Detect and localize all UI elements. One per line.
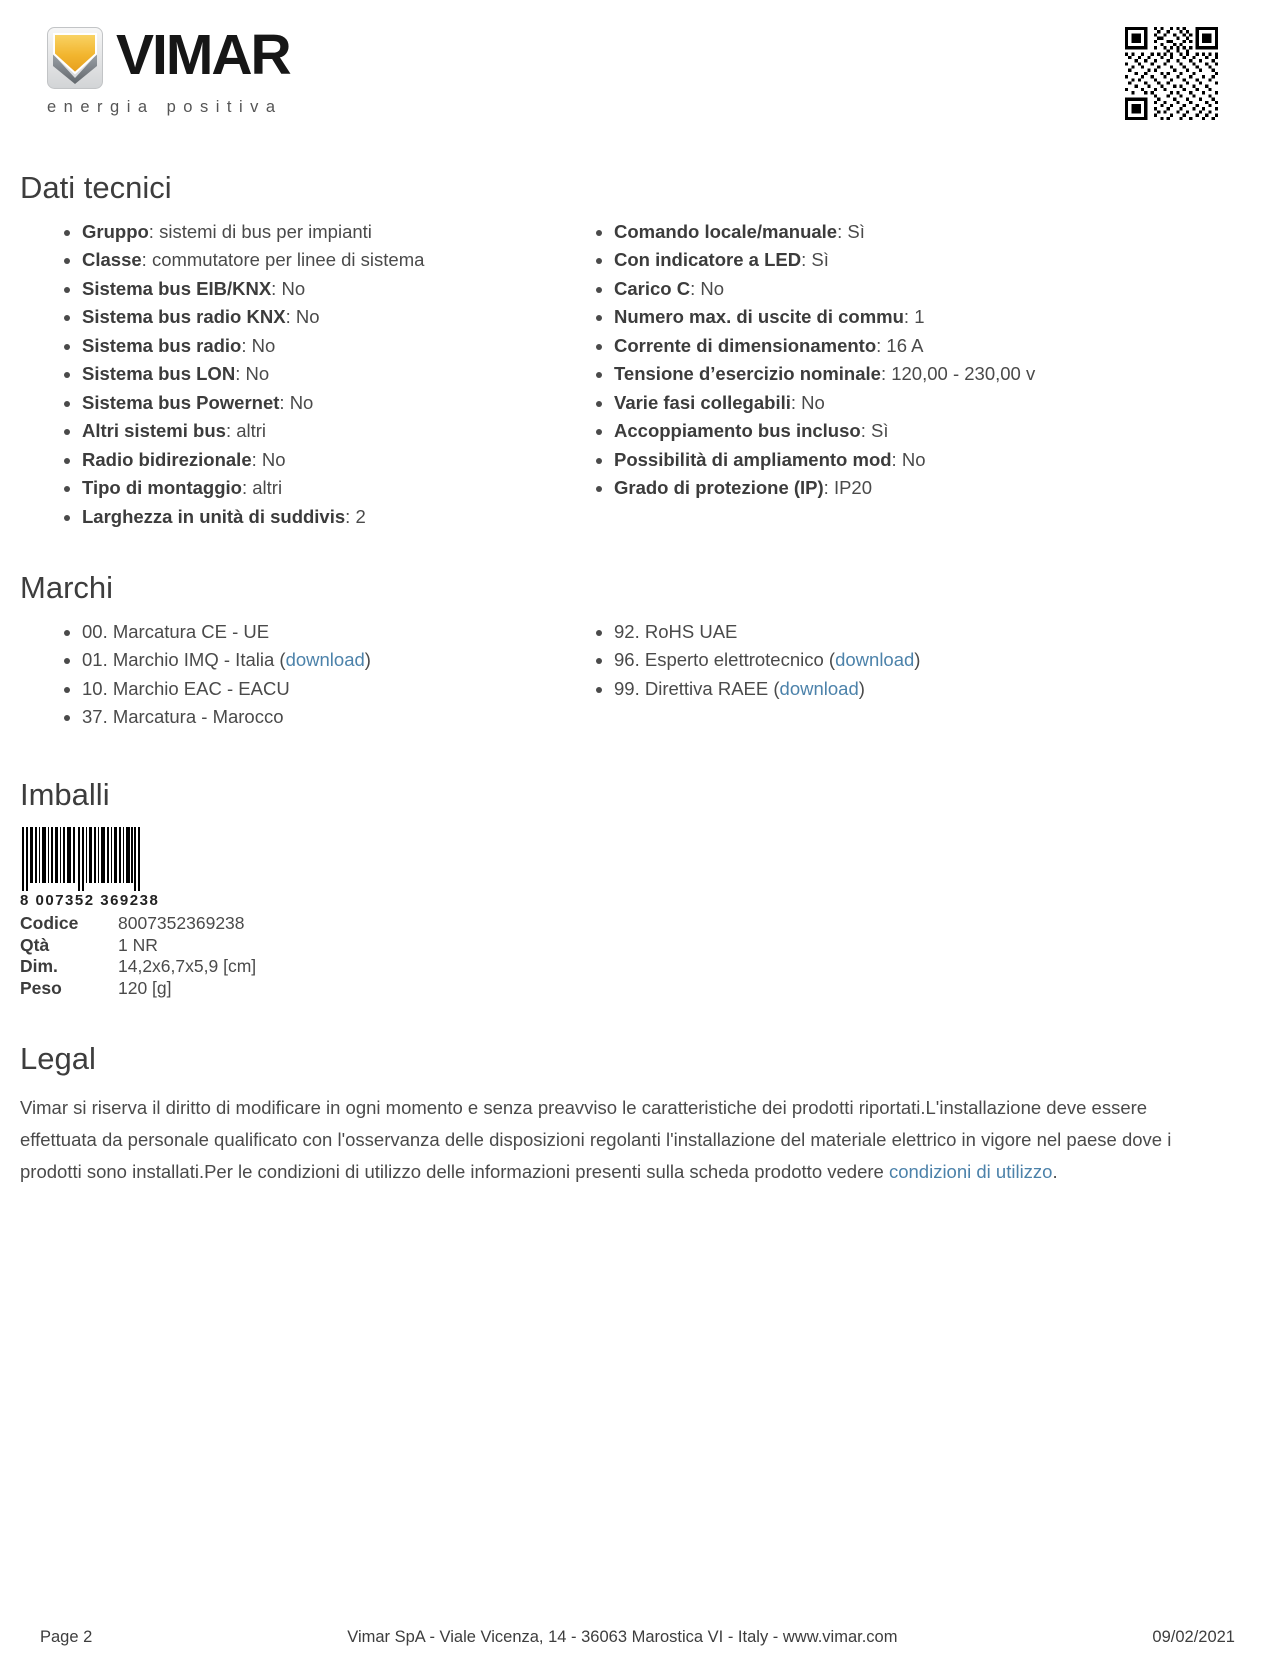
page-header (47, 23, 1218, 120)
spec-item: • Gruppo: sistemi di bus per impianti (82, 221, 598, 242)
terms-of-use-link[interactable]: condizioni di utilizzo (888, 1161, 1053, 1183)
page-footer (0, 1628, 1275, 1647)
certification-item: • 96. Esperto elettrotecnico (download) (614, 649, 1255, 670)
qr-code (1125, 27, 1218, 120)
download-link[interactable]: download (835, 649, 915, 671)
spec-item: • Con indicatore a LED: Sì (614, 249, 1255, 270)
spec-item: • Sistema bus radio KNX: No (82, 306, 598, 327)
datasheet-page (0, 23, 1275, 1188)
spec-item: • Altri sistemi bus: altri (82, 420, 598, 441)
spec-item: • Corrente di dimensionamento: 16 A (614, 335, 1255, 356)
packaging-row: Codice 8007352369238 (20, 913, 245, 934)
spec-item: • Larghezza in unità di suddivis: 2 (82, 506, 598, 527)
spec-item: • Sistema bus Powernet: No (82, 392, 598, 413)
company-address: Vimar SpA - Viale Vicenza, 14 - 36063 Marostica VI - Italy - www.vimar.com (347, 1628, 898, 1646)
spec-item: • Grado di protezione (IP): IP20 (614, 477, 1255, 498)
brand-tagline: energia positiva (47, 98, 283, 116)
section-dati-tecnici (20, 170, 1255, 534)
spec-item: • Possibilità di ampliamento mod: No (614, 449, 1255, 470)
spec-item: • Classe: commutatore per linee di sistema (82, 249, 598, 270)
download-link[interactable]: download (779, 677, 859, 699)
spec-item: • Carico C: No (614, 278, 1255, 299)
spec-item: • Sistema bus LON: No (82, 363, 598, 384)
section-imballi (20, 777, 1255, 1000)
section-title-legal: Legal (20, 1041, 96, 1077)
packaging-row: Qtà 1 NR (20, 934, 158, 955)
certification-item: • 92. RoHS UAE (614, 621, 1255, 642)
download-link[interactable]: download (285, 649, 365, 671)
certification-list-right (598, 621, 1255, 707)
barcode-number: 8 007352 369238 (20, 892, 160, 910)
spec-list-right (598, 221, 1255, 506)
section-title-marchi: Marchi (20, 570, 114, 606)
ean-barcode (22, 827, 1255, 891)
spec-item: • Comando locale/manuale: Sì (614, 221, 1255, 242)
certification-item: • 37. Marcatura - Marocco (82, 706, 598, 727)
certification-item: • 00. Marcatura CE - UE (82, 621, 598, 642)
certification-item: • 10. Marchio EAC - EACU (82, 678, 598, 699)
section-legal (20, 1041, 1255, 1188)
spec-item: • Radio bidirezionale: No (82, 449, 598, 470)
spec-list-left (20, 221, 598, 535)
spec-item: • Varie fasi collegabili: No (614, 392, 1255, 413)
vimar-logo (47, 23, 290, 117)
document-date: 09/02/2021 (1152, 1628, 1235, 1646)
section-title-dati-tecnici: Dati tecnici (20, 170, 172, 205)
spec-item: • Sistema bus radio: No (82, 335, 598, 356)
section-title-imballi: Imballi (20, 776, 110, 812)
spec-item: • Tipo di montaggio: altri (82, 477, 598, 498)
spec-item: • Sistema bus EIB/KNX: No (82, 278, 598, 299)
packaging-table (20, 913, 1255, 999)
certification-list-left (20, 621, 598, 735)
certification-item: • 01. Marchio IMQ - Italia (download) (82, 649, 598, 670)
spec-item: • Tensione d’esercizio nominale: 120,00 - 230,00 v (614, 363, 1255, 384)
brand-wordmark: VIMAR (116, 23, 290, 87)
vimar-logo-icon (47, 27, 103, 89)
page-number: Page 2 (40, 1628, 93, 1646)
spec-item: • Numero max. di uscite di commu: 1 (614, 306, 1255, 327)
section-marchi (20, 570, 1255, 735)
legal-paragraph: Vimar si riserva il diritto di modificare in ogni momento e senza preavviso le caratteristiche dei prodotti riportati.L'installazione deve essere effettuata da personale qualificato con l'osservanza delle disposizioni regolanti l'installazione del materiale elettrico in vigore nel paese dove i prodotti sono installati.Per le condizioni di utilizzo delle informazioni presenti sulla scheda prodotto vedere condizioni di utilizzo. (20, 1097, 1172, 1183)
spec-item: • Accoppiamento bus incluso: Sì (614, 420, 1255, 441)
packaging-row: Peso 120 [g] (20, 977, 172, 998)
packaging-row: Dim. 14,2x6,7x5,9 [cm] (20, 956, 257, 977)
certification-item: • 99. Direttiva RAEE (download) (614, 678, 1255, 699)
